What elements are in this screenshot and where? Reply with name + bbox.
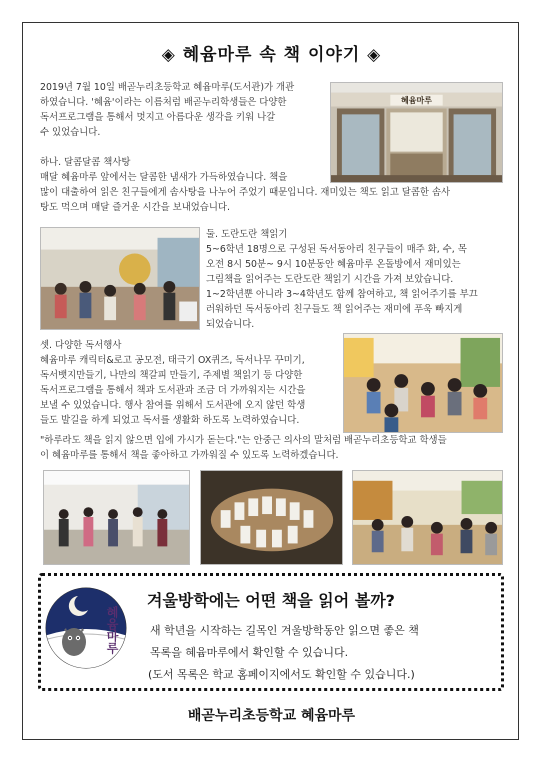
section3-line: 독서프로그램을 통해서 책과 도서관과 조금 더 가까워지는 시간을 [40,385,306,396]
hallway-event-photo [43,470,190,565]
closing-line: 이 혜윰마루를 통해서 책을 좋아하고 가까워질 수 있도록 노력하겠습니다. [40,450,339,461]
closing-line: "하루라도 책을 읽지 않으면 입에 가시가 돋는다."는 안중근 의사의 말처럼 배곧누리초등학교 학생들 [40,435,447,446]
intro-line: 수 있었습니다. [40,127,101,138]
bookmark-craft-photo [200,470,343,565]
section1-paragraph [40,155,505,215]
footer-school-name: 배곧누리초등학교 혜윰마루 [187,708,356,724]
section2-line: 그림책을 읽어주는 도란도란 책읽기 시간을 가져 보았습니다. [206,274,454,285]
box-line: 목록을 혜윰마루에서 확인할 수 있습니다. [150,646,349,659]
section1-line: 매달 혜윰마루 앞에서는 달콤한 냄새가 가득하였습니다. 책을 [40,172,288,183]
section3-line: 혜윰마루 캐릭터&로고 공모전, 태극기 OX퀴즈, 독서나무 꾸미기, [40,355,305,366]
intro-line: 2019년 7월 10일 배곧누리초등학교 혜윰마루(도서관)가 개관 [40,82,295,93]
section2-line: 러워하던 독서동아리 친구들도 책 읽어주는 재미에 푸욱 빠지게 [206,304,463,315]
section2-line: 되었습니다. [206,319,255,330]
library-sign-text: 혜윰마루 [401,96,432,105]
intro-line: 하였습니다. '혜윰'이라는 이름처럼 배곧누리학생들은 다양한 [40,97,287,108]
closing-paragraph [40,433,510,463]
reading-room-photo [343,333,503,433]
section2-line: 5~6학년 18명으로 구성된 독서동아리 친구들이 매주 화, 수, 목 [206,244,467,255]
section2-line: 오전 8시 50분~ 9시 10분동안 혜윰마루 온돌방에서 재미있는 [206,259,461,270]
section3-paragraph [40,338,355,428]
box-line: (도서 목록은 학교 홈페이지에서도 확인할 수 있습니다.) [148,668,415,681]
intro-line: 독서프로그램을 통해서 멋지고 아름다운 생각을 키워 나갈 [40,112,276,123]
box-title: 겨울방학에는 어떤 책을 읽어 볼까? [147,591,395,610]
section3-line: 독서뱃지만들기, 나만의 책갈피 만들기, 주제별 책읽기 등 다양한 [40,370,303,381]
section1-line: 탕도 먹으며 매달 즐거운 시간을 보내었습니다. [40,202,230,213]
library-logo-text: 혜윰마루 [105,606,119,654]
section3-line: 보낼 수 있었습니다. 행사 참여를 위해서 도서관에 오지 않던 학생 [40,400,306,411]
box-line: 새 학년을 시작하는 길목인 겨울방학동안 읽으면 좋은 책 [150,624,419,637]
library-activity-photo [352,470,503,565]
section3-line: 들도 발길을 하게 되었고 독서를 생활화 하도록 노력하였습니다. [40,415,300,426]
cotton-candy-event-photo [40,227,200,330]
section2-paragraph [206,227,506,332]
section1-heading: 하나. 달콤달콤 책사탕 [40,157,131,168]
section1-line: 많이 대출하여 읽은 친구들에게 솜사탕을 나누어 주었기 때문입니다. 재미있는 책도 읽고 달콤한 솜사 [40,185,505,200]
page-title: ◈ 혜윰마루 속 책 이야기 ◈ [161,45,382,65]
intro-paragraph [40,80,330,140]
section3-heading: 셋. 다양한 독서행사 [40,340,122,351]
section2-line: 1~2학년뿐 아니라 3~4학년도 함께 참여하고, 책 읽어주기를 부끄 [206,289,478,300]
section2-heading: 둘. 도란도란 책읽기 [206,229,288,240]
